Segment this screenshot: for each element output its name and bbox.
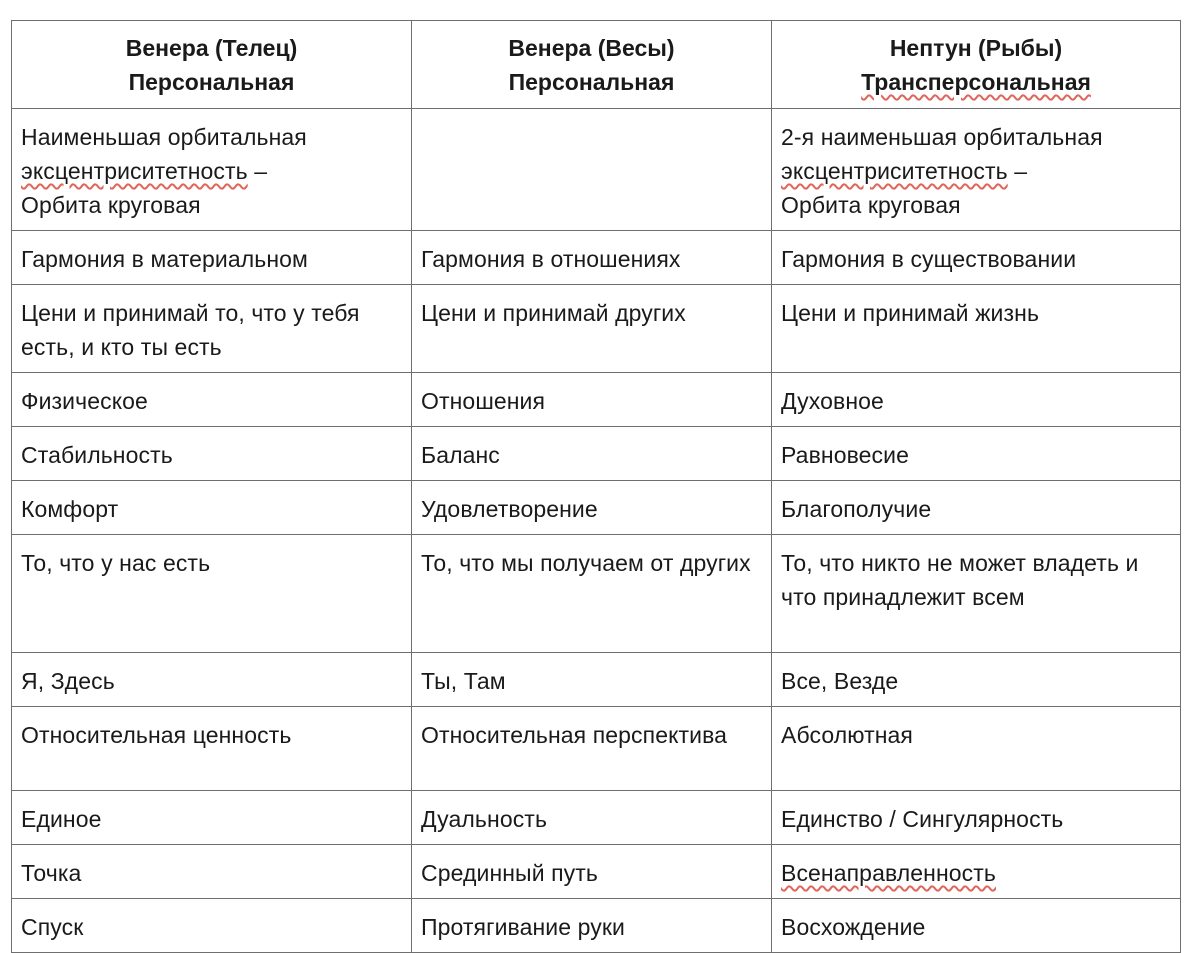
- cell-text: Абсолютная: [781, 722, 913, 748]
- table-row: [12, 707, 1181, 791]
- cell-text: То, что у нас есть: [21, 550, 211, 576]
- table-cell: [12, 427, 412, 481]
- table-row: [12, 373, 1181, 427]
- table-cell: [772, 899, 1181, 953]
- cell-text: [412, 109, 771, 128]
- cell-text: Срединный путь: [421, 860, 598, 886]
- table-cell: [772, 535, 1181, 653]
- table-cell: [772, 845, 1181, 899]
- cell-text: Отношения: [421, 388, 546, 414]
- table-cell: [772, 653, 1181, 707]
- cell-text: Относительная перспектива: [421, 722, 728, 748]
- cell-text: То, что мы получаем от других: [421, 550, 751, 576]
- cell-text: Восхождение: [781, 914, 926, 940]
- table-row: [12, 653, 1181, 707]
- table-cell: [12, 535, 412, 653]
- table-cell: [412, 535, 772, 653]
- cell-text: Орбита круговая: [781, 192, 961, 218]
- cell-text: Все, Везде: [781, 668, 899, 694]
- misspelled-word: Всенаправленность: [781, 860, 996, 886]
- header-cell-venus-taurus: [12, 21, 412, 109]
- cell-text: Орбита круговая: [21, 192, 201, 218]
- cell-text: Спуск: [21, 914, 84, 940]
- misspelled-word: эксцентриситетность: [781, 158, 1008, 184]
- header-subtitle: Персональная: [128, 69, 295, 95]
- header-title: Нептун (Рыбы): [889, 35, 1063, 61]
- cell-text: Я, Здесь: [21, 668, 115, 694]
- cell-text: Цени и принимай то, что у тебя есть, и кто ты есть: [21, 300, 360, 360]
- cell-text: Благополучие: [781, 496, 932, 522]
- header-subtitle: Трансперсональная: [861, 69, 1091, 95]
- table-row: [12, 845, 1181, 899]
- cell-text: Удовлетворение: [421, 496, 598, 522]
- table-row: [12, 427, 1181, 481]
- table-cell: [12, 285, 412, 373]
- table-cell: [772, 109, 1181, 231]
- cell-text: 2-я наименьшая орбитальная: [781, 124, 1103, 150]
- table-cell: [772, 285, 1181, 373]
- table-row: [12, 285, 1181, 373]
- cell-text: Гармония в отношениях: [421, 246, 681, 272]
- table-row: [12, 899, 1181, 953]
- cell-text: Физическое: [21, 388, 148, 414]
- cell-text: Относительная ценность: [21, 722, 292, 748]
- table-header-row: [12, 21, 1181, 109]
- header-cell-venus-libra: [412, 21, 772, 109]
- table-cell: [412, 791, 772, 845]
- cell-text: Баланс: [421, 442, 500, 468]
- cell-text: Равновесие: [781, 442, 909, 468]
- header-title: Венера (Телец): [125, 35, 298, 61]
- table-cell: [12, 373, 412, 427]
- table-cell-empty: [412, 109, 772, 231]
- table-cell: [12, 653, 412, 707]
- table-cell: [772, 427, 1181, 481]
- table-cell: [772, 791, 1181, 845]
- cell-text: Точка: [21, 860, 82, 886]
- table-cell: [12, 899, 412, 953]
- cell-text: Наименьшая орбитальная: [21, 124, 307, 150]
- cell-text: Единое: [21, 806, 102, 832]
- table-cell: [412, 707, 772, 791]
- cell-text: Ты, Там: [421, 668, 506, 694]
- table-cell: [772, 707, 1181, 791]
- table-cell: [12, 481, 412, 535]
- table-cell: [412, 373, 772, 427]
- table-cell: [412, 481, 772, 535]
- cell-text: Гармония в существовании: [781, 246, 1077, 272]
- table-row: [12, 791, 1181, 845]
- table-cell: [772, 481, 1181, 535]
- cell-text: То, что никто не может владеть и что принадлежит всем: [781, 550, 1139, 610]
- cell-text: –: [247, 158, 268, 184]
- header-cell-neptune-pisces: [772, 21, 1181, 109]
- table-cell: [772, 373, 1181, 427]
- misspelled-word: эксцентриситетность: [21, 158, 248, 184]
- table-row: [12, 231, 1181, 285]
- table-cell: [12, 707, 412, 791]
- table-cell: [12, 845, 412, 899]
- table-cell: [772, 231, 1181, 285]
- table-cell: [412, 845, 772, 899]
- cell-text: Гармония в материальном: [21, 246, 308, 272]
- header-title: Венера (Весы): [508, 35, 675, 61]
- comparison-table: [11, 20, 1181, 953]
- table-row: [12, 535, 1181, 653]
- cell-text: Цени и принимай других: [421, 300, 686, 326]
- table-cell: [412, 653, 772, 707]
- cell-text: Духовное: [781, 388, 884, 414]
- table-row: [12, 109, 1181, 231]
- table-cell: [12, 231, 412, 285]
- cell-text: Цени и принимай жизнь: [781, 300, 1040, 326]
- cell-text: Протягивание руки: [421, 914, 625, 940]
- table-row: [12, 481, 1181, 535]
- table-cell: [412, 285, 772, 373]
- cell-text: –: [1007, 158, 1028, 184]
- table-cell: [412, 899, 772, 953]
- header-subtitle: Персональная: [508, 69, 675, 95]
- table-cell: [12, 109, 412, 231]
- cell-text: Дуальность: [421, 806, 548, 832]
- cell-text: Единство / Сингулярность: [781, 806, 1064, 832]
- cell-text: Стабильность: [21, 442, 173, 468]
- table-cell: [412, 427, 772, 481]
- table-cell: [412, 231, 772, 285]
- cell-text: Комфорт: [21, 496, 119, 522]
- table-cell: [12, 791, 412, 845]
